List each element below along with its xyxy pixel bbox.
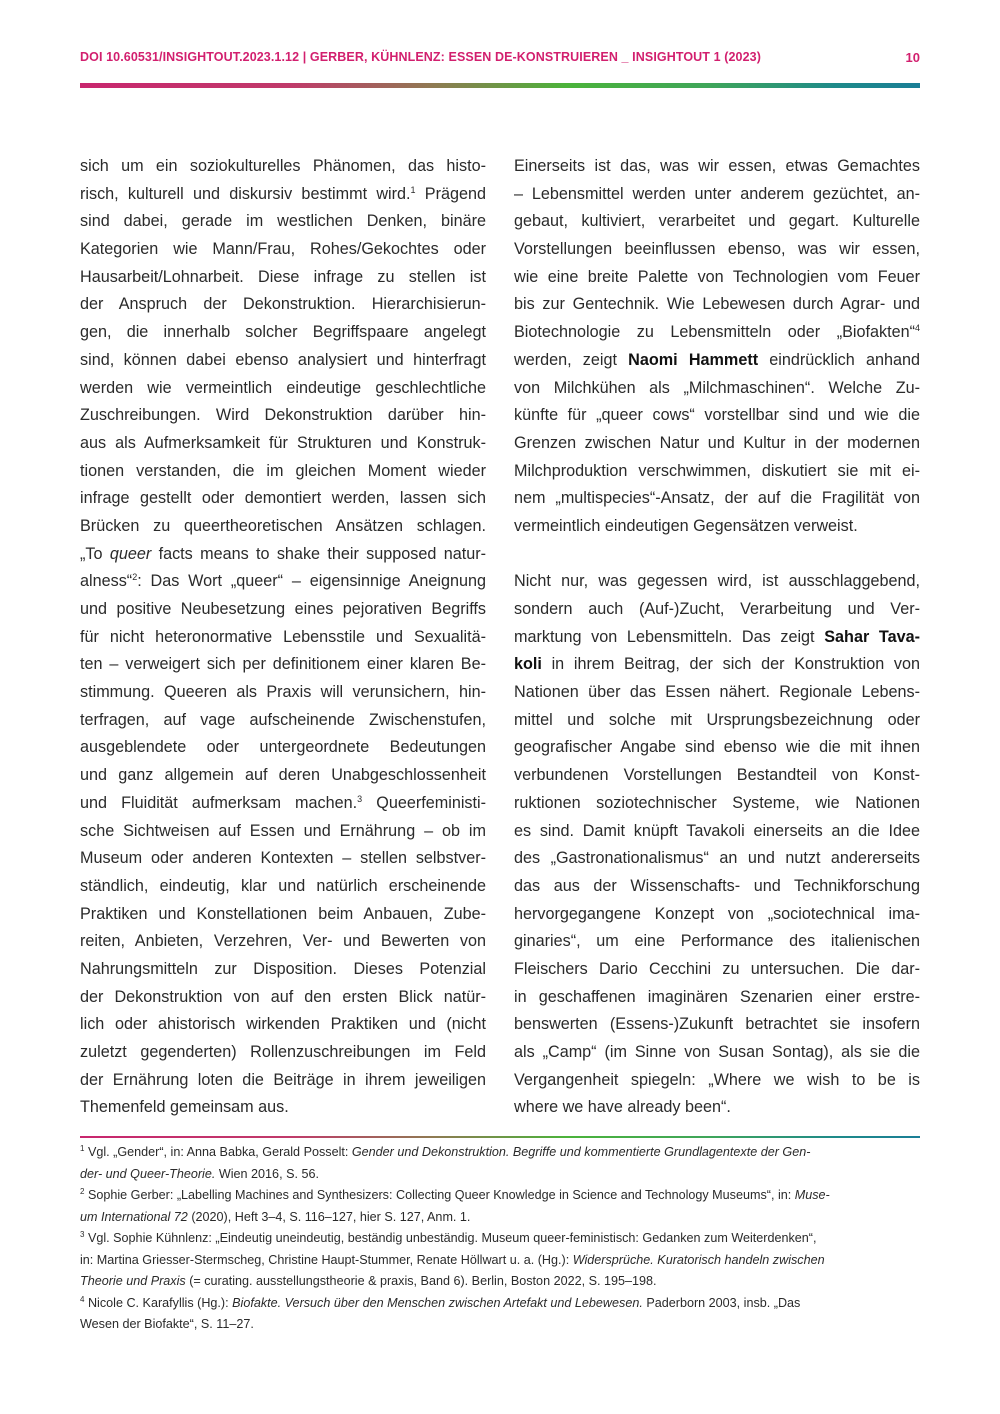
author-name: Sahar Tava-	[824, 627, 920, 646]
text-line: – Lebensmittel werden unter anderem gezüchtet, an-	[514, 184, 920, 203]
footnotes	[80, 1142, 920, 1336]
footnote-3: $^3$ Vgl. Sophie Kühnlenz: „Eindeutig uneindeutig, beständig unbeständig. Museum queer-feministisch: Gedanken zum Weiterdenken“, in: Martina Griesser-Stermscheg, Christine Haupt-Stummer, Renate Höllwart u. a. (Hg.): Widersprüche. Kuratorisch handeln zwischen Theorie und Praxis (= curating. ausstellungstheorie & praxis, Band 6). Berlin, Boston 2022, S. 195–198.	[80, 1230, 825, 1288]
footnote-ref-2[interactable]: 2	[132, 572, 138, 583]
text-line: lich oder ahistorisch wirkenden Praktiken und (nicht	[80, 1015, 486, 1034]
footnote-ref-3[interactable]: 3	[357, 793, 363, 804]
text-line: der Ernährung loten die Beiträge in ihrem jeweiligen	[80, 1070, 486, 1089]
text-line: alness“$^2$: Das Wort „queer“ – eigensinnige Aneignung	[80, 572, 486, 591]
text-line: koli in ihrem Beitrag, der sich der Konstruktion von	[514, 655, 920, 674]
text-line: Vergangenheit spiegeln: „Where we wish to be is	[514, 1070, 920, 1089]
text-line: nem „multispecies“-Ansatz, der auf die Fragilität von	[514, 489, 920, 508]
text-line: ruktionen soziotechnischer Systeme, wie Nationen	[514, 793, 920, 812]
text-line: Grenzen zwischen Natur und Kultur in der modernen	[514, 433, 920, 452]
text-line: Biotechnologie zu Lebensmitteln oder „Biofakten“$^4$	[514, 323, 920, 342]
footnote-number: 1	[80, 1144, 85, 1153]
text-line: Themenfeld gemeinsam aus.	[80, 1098, 289, 1117]
text-line: bis zur Gentechnik. Wie Lebewesen durch Agrar- und	[514, 295, 920, 314]
text-line: Nationen über das Essen nähert. Regionale Lebens-	[514, 683, 920, 702]
header-gradient-rule	[80, 83, 920, 88]
text-line: in geschaffenen imaginären Szenarien einer erstre-	[514, 987, 920, 1006]
text-line: wie eine breite Palette von Technologien vom Feuer	[514, 267, 920, 286]
footnote-number: 4	[80, 1294, 85, 1304]
text-line: Einerseits ist das, was wir essen, etwas Gemachtes	[514, 157, 920, 175]
text-line: vermeintlich eindeutigen Gegensätzen verweist.	[514, 516, 858, 535]
footnote-gradient-rule	[80, 1136, 920, 1138]
text-line: es sind. Damit knüpft Tavakoli einerseits an die Idee	[514, 821, 920, 840]
paragraph-gap	[514, 541, 920, 569]
footnote-number: 3	[80, 1230, 85, 1239]
running-title: DOI 10.60531/INSIGHTOUT.2023.1.12 | GERBER, KÜHNLENZ: ESSEN DE-KONSTRUIEREN _ INSIGHTOUT 1 (2023)	[80, 50, 761, 64]
text-line: der Dekonstruktion von auf den ersten Blick natür-	[80, 987, 486, 1006]
text-line: aus als Aufmerksamkeit für Strukturen und Konstruk-	[80, 433, 486, 452]
paragraph-tavakoli	[514, 568, 920, 1122]
footnote-number: 2	[80, 1187, 85, 1196]
text-line: für nicht heteronormative Lebensstile und Sexualitä-	[80, 627, 486, 646]
text-line: marktung von Lebensmitteln. Das zeigt Sahar Tava-	[514, 627, 920, 646]
text-line: verbundenen Vorstellungen Bestandteil von Konst-	[514, 766, 920, 785]
text-line: benswerten (Essens-)Zukunft betrachtet sie insofern	[514, 1015, 920, 1034]
text-line: Museum oder anderen Kontexten – stellen selbstver-	[80, 849, 486, 868]
text-line: where we have already been“.	[514, 1098, 731, 1117]
text-line: Brücken zu queertheoretischen Ansätzen schlagen.	[80, 516, 486, 535]
text-line: Vorstellungen beeinflussen ebenso, was wir essen,	[514, 240, 920, 259]
text-line: zuletzt gegenderten) Rollenzuschreibungen im Feld	[80, 1043, 486, 1061]
text-line: und ganz allgemein auf deren Unabgeschlossenheit	[80, 766, 486, 785]
text-line: sich um ein soziokulturelles Phänomen, das histo-	[80, 157, 486, 175]
text-line: als „Camp“ (im Sinne von Susan Sontag), als sie die	[514, 1043, 920, 1061]
text-line: ständlich, eindeutig, klar und natürlich erscheinende	[80, 876, 486, 895]
text-line: werden wie vermeintlich eindeutige geschlechtliche	[80, 378, 486, 397]
text-line: gen, die innerhalb solcher Begriffspaare angelegt	[80, 323, 486, 342]
text-line: des „Gastronationalismus“ an und nutzt andererseits	[514, 849, 920, 868]
text-line: geografischer Angabe sind ebenso wie die mit ihnen	[514, 738, 920, 757]
footnote-2: $^2$ Sophie Gerber: „Labelling Machines and Synthesizers: Collecting Queer Knowledge in Science and Technology Museums“, in: Muse- um International 72 (2020), Heft 3–4, S. 116–127, hier S. 127, Anm. 1.	[80, 1187, 830, 1224]
text-line: risch, kulturell und diskursiv bestimmt wird.$^1$ Prägend	[80, 184, 486, 203]
paragraph-hammett	[514, 153, 920, 541]
text-line: Nahrungsmitteln zur Disposition. Dieses Potenzial	[80, 959, 486, 978]
running-header	[80, 50, 920, 70]
footnote-1: $^1$ Vgl. „Gender“, in: Anna Babka, Gerald Posselt: Gender und Dekonstruktion. Begriffe und kommentierte Grundlagentexte der Gen- der- und Queer-Theorie. Wien 2016, S. 56.	[80, 1144, 811, 1181]
text-line: reiten, Anbieten, Verzehren, Ver- und Bewerten von	[80, 932, 486, 951]
footnote-ref-4[interactable]: 4	[914, 323, 920, 334]
author-name: Naomi Hammett	[628, 350, 759, 369]
text-line: Zuschreibungen. Wird Dekonstruktion darüber hin-	[80, 406, 486, 425]
left-column	[80, 153, 486, 1122]
text-line: ginaries“, um eine Performance des italienischen	[514, 932, 920, 951]
text-line: sind dabei, gerade im westlichen Denken, binäre	[80, 212, 486, 231]
text-line: sondern auch (Auf-)Zucht, Verarbeitung und Ver-	[514, 600, 920, 618]
text-line: Milchproduktion verschwimmen, diskutiert sie mit ei-	[514, 461, 920, 480]
footnote-4: $^4$ Nicole C. Karafyllis (Hg.): Biofakte. Versuch über den Menschen zwischen Artefakt und Lebewesen. Paderborn 2003, insb. „Das Wesen der Biofakte“, S. 11–27.	[80, 1294, 801, 1331]
text-line: stimmung. Queeren als Praxis will verunsichern, hin-	[80, 683, 486, 702]
right-column	[514, 153, 920, 1122]
text-line: ten – verweigert sich per definitionem einer klaren Be-	[80, 655, 486, 674]
text-line: Praktiken und Konstellationen beim Anbauen, Zube-	[80, 904, 486, 923]
text-line: Kategorien wie Mann/Frau, Rohes/Gekochtes oder	[80, 240, 486, 259]
text-line: „To queer facts means to shake their supposed natur-	[80, 544, 486, 563]
text-line: terfragen, auf vage aufscheinende Zwischenstufen,	[80, 710, 486, 729]
text-line: von Milchkühen als „Milchmaschinen“. Welche Zu-	[514, 378, 920, 397]
text-line: der Anspruch der Dekonstruktion. Hierarchisierun-	[80, 295, 486, 314]
text-line: tionen verstanden, die im gleichen Moment wieder	[80, 461, 486, 480]
text-line: Hausarbeit/Lohnarbeit. Diese infrage zu stellen ist	[80, 267, 486, 286]
text-line: infrage gestellt oder demontiert werden, lassen sich	[80, 489, 486, 508]
text-line: sche Sichtweisen auf Essen und Ernährung – ob im	[80, 821, 486, 840]
text-line: sind, können dabei ebenso analysiert und hinterfragt	[80, 350, 486, 369]
text-line: und positive Neubesetzung eines pejorativen Begriffs	[80, 600, 486, 618]
text-line: Nicht nur, was gegessen wird, ist ausschlaggebend,	[514, 572, 920, 591]
text-line: und Fluidität aufmerksam machen.$^3$ Queerfeministi-	[80, 793, 486, 812]
text-line: gebaut, kultiviert, verarbeitet und gegart. Kulturelle	[514, 212, 920, 231]
author-name: koli	[514, 655, 542, 674]
page-number: 10	[905, 50, 920, 65]
text-line: künfte für „queer cows“ vorstellbar sind und wie die	[514, 406, 920, 425]
text-line: das aus der Wissenschafts- und Technikforschung	[514, 876, 920, 895]
text-line: Fleischers Dario Cecchini zu untersuchen. Die dar-	[514, 959, 920, 978]
text-line: mittel und solche mit Ursprungsbezeichnung oder	[514, 710, 920, 729]
text-line: werden, zeigt Naomi Hammett eindrücklich anhand	[514, 350, 920, 369]
text-line: ausgeblendete oder untergeordnete Bedeutungen	[80, 738, 486, 757]
text-line: hervorgegangene Konzept von „sociotechnical ima-	[514, 904, 920, 923]
footnote-ref-1[interactable]: 1	[410, 184, 416, 195]
